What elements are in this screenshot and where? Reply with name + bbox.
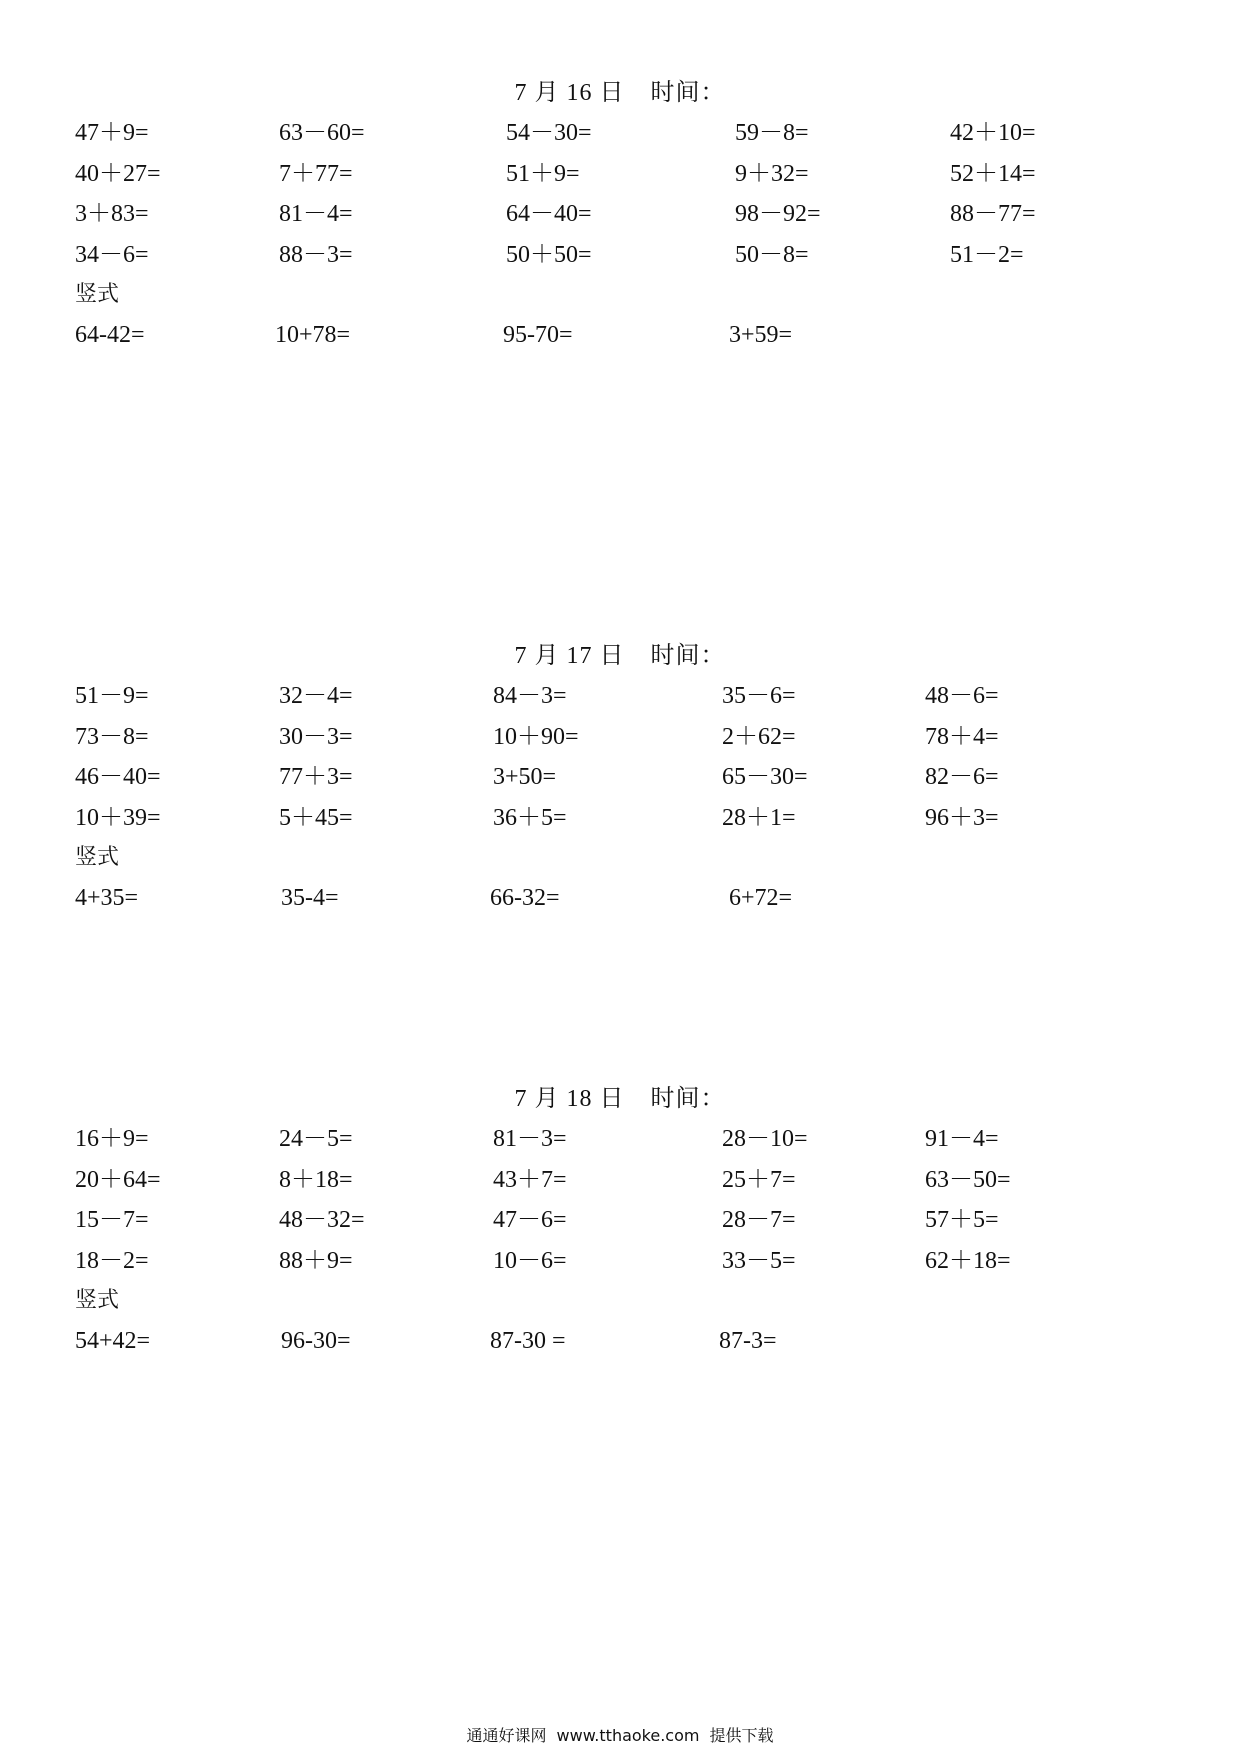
problem-row	[0, 762, 1240, 803]
vertical-problem: 66-32=	[490, 885, 560, 911]
problem: 52＋14=	[950, 160, 1036, 187]
problem: 28－10=	[722, 1126, 808, 1152]
problem: 81－3=	[493, 1126, 567, 1152]
problem: 82－6=	[925, 764, 999, 790]
problem: 24－5=	[279, 1126, 353, 1152]
footer-url[interactable]: www.tthaoke.com	[556, 1726, 700, 1745]
problem: 96＋3=	[925, 804, 999, 831]
problem-grid	[0, 118, 1240, 280]
vertical-form-label: 竖式	[75, 282, 120, 307]
problem: 25＋7=	[722, 1166, 796, 1193]
problem: 46－40=	[75, 764, 161, 790]
problem: 63－60=	[279, 120, 365, 146]
vertical-problem: 64-42=	[75, 322, 145, 348]
problem: 73－8=	[75, 723, 149, 750]
section-title	[0, 1084, 1240, 1114]
problem: 50－8=	[735, 241, 809, 268]
vertical-problem: 54+42=	[75, 1328, 151, 1354]
vertical-problem: 95-70=	[503, 322, 573, 348]
problem: 10＋90=	[493, 723, 579, 750]
problem: 57＋5=	[925, 1207, 999, 1233]
date-label: 7 月 17 日	[514, 643, 625, 669]
problem: 3＋83=	[75, 201, 149, 227]
problem: 64－40=	[506, 201, 592, 227]
problem: 50＋50=	[506, 241, 592, 268]
date-label: 7 月 16 日	[514, 80, 625, 106]
problem: 15－7=	[75, 1207, 149, 1233]
problem: 84－3=	[493, 683, 567, 709]
problem: 78＋4=	[925, 723, 999, 750]
problem: 10＋39=	[75, 804, 161, 831]
problem: 88－77=	[950, 201, 1036, 227]
problem: 51－9=	[75, 683, 149, 709]
problem: 40＋27=	[75, 160, 161, 187]
problem: 62＋18=	[925, 1247, 1011, 1274]
problem: 5＋45=	[279, 804, 353, 831]
vertical-problem: 4+35=	[75, 885, 139, 911]
date-label: 7 月 18 日	[514, 1086, 625, 1112]
problem: 3+50=	[493, 764, 557, 790]
time-label: 时间：	[650, 643, 726, 669]
vertical-problems	[0, 1326, 1240, 1360]
problem-row	[0, 199, 1240, 240]
problem-row	[0, 1165, 1240, 1206]
problem: 36＋5=	[493, 804, 567, 831]
problem-grid	[0, 1124, 1240, 1286]
problem: 51＋9=	[506, 160, 580, 187]
problem: 2＋62=	[722, 723, 796, 750]
section-title	[0, 641, 1240, 671]
problem: 65－30=	[722, 764, 808, 790]
problem: 16＋9=	[75, 1126, 149, 1152]
footer-suffix: 提供下载	[709, 1726, 774, 1745]
problem: 48－6=	[925, 683, 999, 709]
problem: 88＋9=	[279, 1247, 353, 1274]
vertical-problem: 3+59=	[729, 322, 793, 348]
problem: 98－92=	[735, 201, 821, 227]
vertical-problems	[0, 320, 1240, 354]
problem: 42＋10=	[950, 120, 1036, 146]
vertical-form-label: 竖式	[75, 845, 120, 870]
problem: 88－3=	[279, 241, 353, 268]
problem: 81－4=	[279, 201, 353, 227]
problem: 48－32=	[279, 1207, 365, 1233]
problem-row	[0, 681, 1240, 722]
problem-row	[0, 1205, 1240, 1246]
problem: 10－6=	[493, 1247, 567, 1274]
problem: 9＋32=	[735, 160, 809, 187]
section-title	[0, 78, 1240, 108]
time-label: 时间：	[650, 80, 726, 106]
page-footer	[0, 1725, 1240, 1747]
problem: 18－2=	[75, 1247, 149, 1274]
problem: 43＋7=	[493, 1166, 567, 1193]
problem-row	[0, 803, 1240, 844]
problem-row	[0, 1124, 1240, 1165]
vertical-problem: 35-4=	[281, 885, 339, 911]
problem: 91－4=	[925, 1126, 999, 1152]
problem: 8＋18=	[279, 1166, 353, 1193]
problem-row	[0, 1246, 1240, 1287]
footer-site-name: 通通好课网	[466, 1726, 547, 1745]
problem: 28＋1=	[722, 804, 796, 831]
problem-row	[0, 722, 1240, 763]
problem: 47＋9=	[75, 120, 149, 146]
vertical-problem: 6+72=	[729, 885, 793, 911]
problem: 47－6=	[493, 1207, 567, 1233]
vertical-problem: 10+78=	[275, 322, 351, 348]
problem: 30－3=	[279, 723, 353, 750]
problem-row	[0, 118, 1240, 159]
vertical-problems	[0, 883, 1240, 917]
problem: 59－8=	[735, 120, 809, 146]
time-label: 时间：	[650, 1086, 726, 1112]
vertical-form-label: 竖式	[75, 1288, 120, 1313]
problem: 63－50=	[925, 1166, 1011, 1193]
vertical-problem: 87-30 =	[490, 1328, 566, 1354]
problem: 33－5=	[722, 1247, 796, 1274]
vertical-problem: 87-3=	[719, 1328, 777, 1354]
problem: 51－2=	[950, 241, 1024, 268]
vertical-problem: 96-30=	[281, 1328, 351, 1354]
problem-row	[0, 159, 1240, 200]
problem: 34－6=	[75, 241, 149, 268]
problem: 35－6=	[722, 683, 796, 709]
problem-grid	[0, 681, 1240, 843]
problem: 32－4=	[279, 683, 353, 709]
problem: 20＋64=	[75, 1166, 161, 1193]
problem: 28－7=	[722, 1207, 796, 1233]
problem-row	[0, 240, 1240, 281]
problem: 7＋77=	[279, 160, 353, 187]
problem: 54－30=	[506, 120, 592, 146]
problem: 77＋3=	[279, 764, 353, 790]
